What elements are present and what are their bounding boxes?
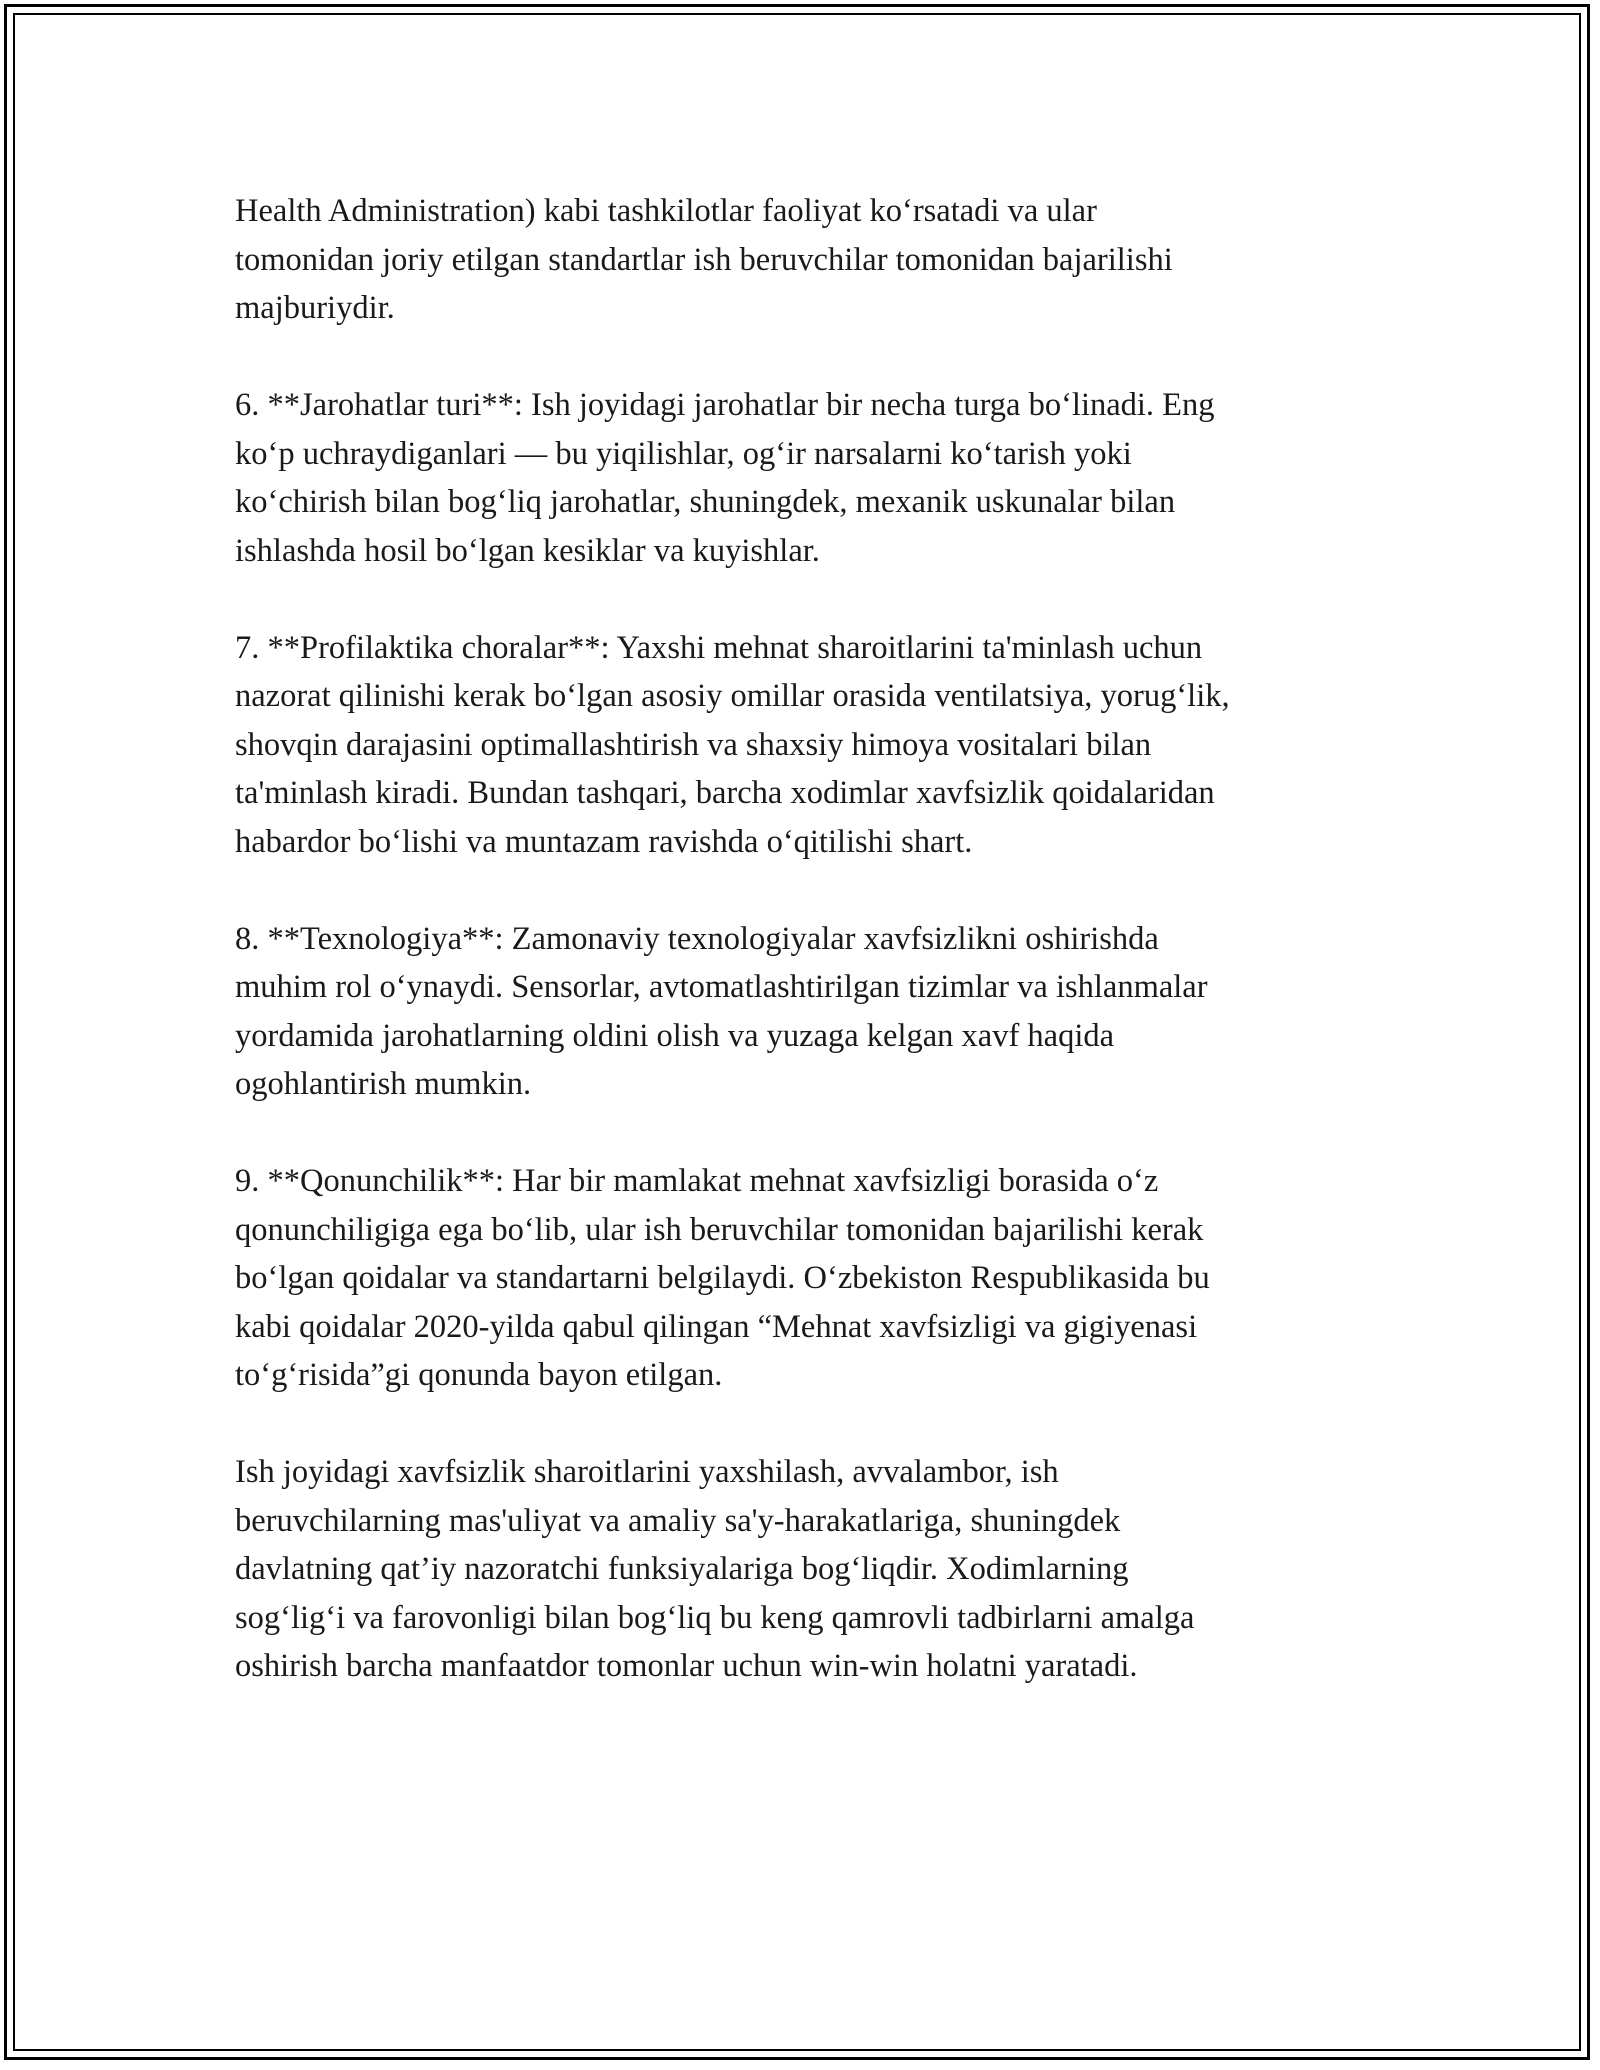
text-line: tomonidan joriy etilgan standartlar ish beruvchilar tomonidan bajarilishi (235, 241, 1173, 278)
text-line: ko‘p uchraydiganlari — bu yiqilishlar, og‘ir narsalarni ko‘tarish yoki (235, 435, 1132, 472)
text-line: Ish joyidagi xavfsizlik sharoitlarini yaxshilash, avvalambor, ish (235, 1454, 1059, 1490)
text-line: ishlashda hosil bo‘lgan kesiklar va kuyishlar. (235, 532, 820, 569)
paragraph-injury-types (235, 381, 1375, 575)
text-line: davlatning qat’iy nazoratchi funksiyalariga bog‘liqdir. Xodimlarning (235, 1551, 1129, 1587)
text-line: 6. **Jarohatlar turi**: Ish joyidagi jarohatlar bir necha turga bo‘linadi. Eng (235, 387, 1215, 423)
text-line: muhim rol o‘ynaydi. Sensorlar, avtomatlashtirilgan tizimlar va ishlanmalar (235, 969, 1208, 1005)
text-line: to‘g‘risida”gi qonunda bayon etilgan. (235, 1357, 723, 1393)
text-line: 8. **Texnologiya**: Zamonaviy texnologiyalar xavfsizlikni oshirishda (235, 920, 1159, 957)
text-line: nazorat qilinishi kerak bo‘lgan asosiy omillar orasida ventilatsiya, yorug‘lik, (235, 678, 1230, 714)
text-line: bo‘lgan qoidalar va standartarni belgilaydi. O‘zbekiston Respublikasida bu (235, 1260, 1210, 1296)
paragraph-prevention-measures (235, 624, 1375, 867)
text-line: ko‘chirish bilan bog‘liq jarohatlar, shuningdek, mexanik uskunalar bilan (235, 484, 1176, 520)
text-line: oshirish barcha manfaatdor tomonlar uchun win-win holatni yaratadi. (235, 1648, 1138, 1684)
text-line: habardor bo‘lishi va muntazam ravishda o‘qitilishi shart. (235, 823, 973, 860)
paragraph-conclusion (235, 1448, 1375, 1691)
text-line: beruvchilarning mas'uliyat va amaliy sa'y-harakatlariga, shuningdek (235, 1502, 1121, 1539)
text-line: sog‘lig‘i va farovonligi bilan bog‘liq bu keng qamrovli tadbirlarni amalga (235, 1599, 1195, 1636)
text-line: 7. **Profilaktika choralar**: Yaxshi mehnat sharoitlarini ta'minlash uchun (235, 629, 1203, 666)
text-line: ogohlantirish mumkin. (235, 1066, 532, 1102)
text-line: Health Administration) kabi tashkilotlar faoliyat ko‘rsatadi va ular (235, 193, 1097, 229)
text-line: kabi qoidalar 2020-yilda qabul qilingan “Mehnat xavfsizligi va gigiyenasi (235, 1308, 1198, 1345)
paragraph-technology (235, 915, 1375, 1109)
paragraph-intro-continuation (235, 187, 1375, 333)
document-body (235, 187, 1375, 1739)
text-line: yordamida jarohatlarning oldini olish va yuzaga kelgan xavf haqida (235, 1017, 1115, 1054)
text-line: shovqin darajasini optimallashtirish va shaxsiy himoya vositalari bilan (235, 726, 1152, 763)
text-line: majburiydir. (235, 290, 395, 326)
text-line: ta'minlash kiradi. Bundan tashqari, barcha xodimlar xavfsizlik qoidalaridan (235, 775, 1215, 811)
text-line: qonunchiligiga ega bo‘lib, ular ish beruvchilar tomonidan bajarilishi kerak (235, 1211, 1204, 1248)
text-line: 9. **Qonunchilik**: Har bir mamlakat mehnat xavfsizligi borasida o‘z (235, 1163, 1159, 1199)
paragraph-legislation (235, 1157, 1375, 1400)
